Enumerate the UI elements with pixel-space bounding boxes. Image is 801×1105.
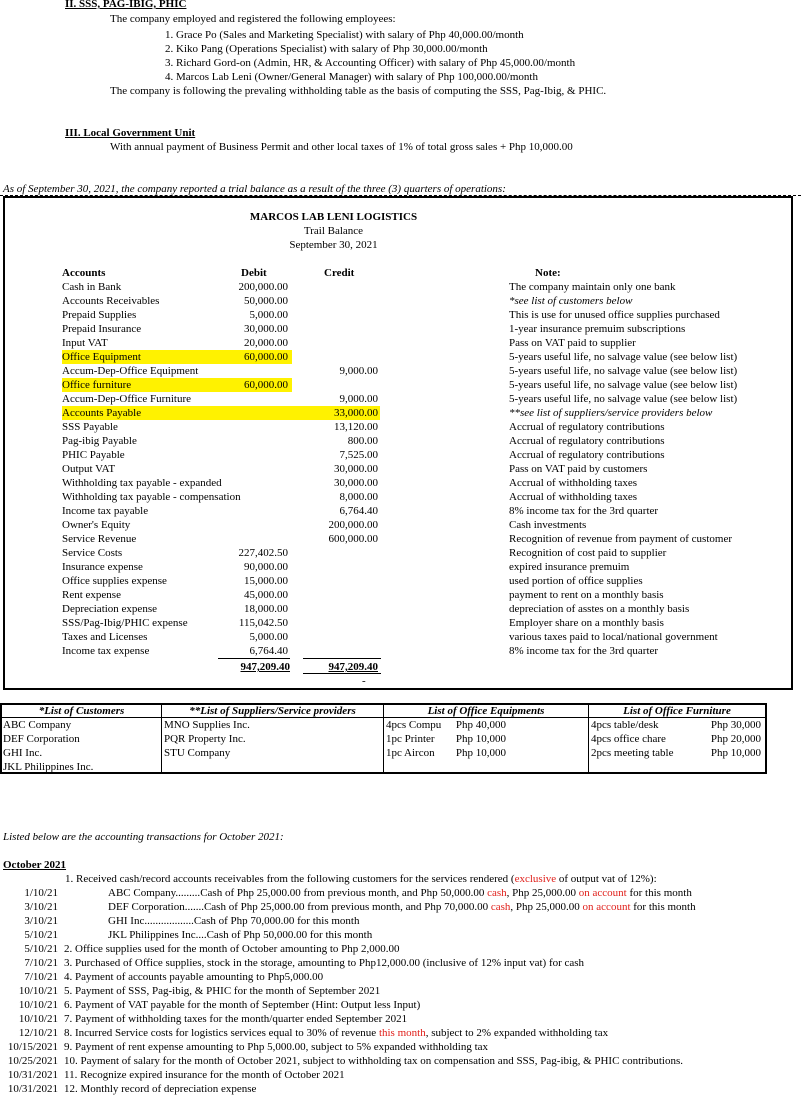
- tb-account: Taxes and Licenses: [62, 631, 148, 643]
- list-item: [386, 732, 506, 746]
- tb-account: Office supplies expense: [62, 575, 167, 587]
- suppliers-title: **List of Suppliers/Service providers: [162, 704, 383, 718]
- customer-txn-line: [108, 928, 372, 942]
- txn-text: 5. Payment of SSS, Pag-ibig, & PHIC for the month of September 2021: [64, 985, 381, 997]
- tb-credit: 9,000.00: [339, 365, 378, 377]
- credit-total-rule: [303, 658, 381, 659]
- tb-credit: 30,000.00: [334, 463, 378, 475]
- employees-intro: The company employed and registered the following employees:: [110, 13, 396, 25]
- txn-text: Cash of Php 50,000.00 for this month: [206, 929, 373, 941]
- txn-customer: DEF Corporation.......: [108, 901, 204, 913]
- debit-header: Debit: [241, 267, 267, 279]
- tb-account: Rent expense: [62, 589, 121, 601]
- item-name: 2pcs meeting table: [591, 747, 674, 759]
- txn-date: 10/10/21: [18, 999, 58, 1011]
- txn-text: 9. Payment of rent expense amounting to Php 5,000.00, subject to 5% expanded withholding tax: [64, 1041, 489, 1053]
- txn-text: 12. Monthly record of depreciation expense: [64, 1083, 257, 1095]
- tb-account: Insurance expense: [62, 561, 143, 573]
- transaction-item: [64, 1026, 608, 1040]
- tb-note: Employer share on a monthly basis: [509, 617, 664, 629]
- list-item: MNO Supplies Inc.: [164, 719, 250, 731]
- tb-note: used portion of office supplies: [509, 575, 643, 587]
- transaction-item: [64, 942, 400, 956]
- tb-note: **see list of suppliers/service providers below: [509, 407, 713, 419]
- tb-note: 5-years useful life, no salvage value (see below list): [509, 379, 738, 391]
- tb-debit: 5,000.00: [249, 309, 288, 321]
- item-1: [65, 872, 657, 886]
- txn-text: , Php 25,000.00: [506, 887, 579, 899]
- txn-text: Cash of Php 70,000.00 for this month: [193, 915, 360, 927]
- txn-text: 2. Office supplies used for the month of October amounting to Php 2,000.00: [64, 943, 400, 955]
- tb-note: This is use for unused office supplies purchased: [509, 309, 720, 321]
- customers-title: *List of Customers: [2, 704, 161, 718]
- transaction-item: [64, 984, 380, 998]
- tb-debit: 60,000.00: [244, 379, 288, 391]
- list-item: [386, 718, 506, 732]
- transaction-item: [64, 998, 420, 1012]
- section-heading-lgu: III. Local Government Unit: [65, 127, 196, 139]
- txn-date: 10/31/2021: [7, 1069, 58, 1081]
- txn-date: 10/15/2021: [7, 1041, 58, 1053]
- tb-debit: 5,000.00: [249, 631, 288, 643]
- txn-text: , subject to 2% expanded withholding tax: [425, 1027, 609, 1039]
- tb-account: Office Equipment: [62, 350, 292, 364]
- tb-note: 5-years useful life, no salvage value (see below list): [509, 351, 738, 363]
- item-value: Php 10,000: [710, 747, 761, 759]
- tb-account: Income tax payable: [62, 505, 149, 517]
- credit-header: Credit: [324, 267, 355, 279]
- tb-account: Prepaid Insurance: [62, 323, 142, 335]
- item-name: 1pc Aircon: [386, 747, 435, 759]
- tb-account: PHIC Payable: [62, 449, 125, 461]
- tb-note: various taxes paid to local/national government: [509, 631, 718, 643]
- month-heading: October 2021: [3, 859, 67, 871]
- txn-customer: GHI Inc..................: [108, 915, 194, 927]
- tb-credit: 33,000.00: [334, 407, 378, 419]
- tb-account: Income tax expense: [62, 645, 150, 657]
- tb-account: Pag-ibig Payable: [62, 435, 137, 447]
- tb-note: Cash investments: [509, 519, 587, 531]
- furniture-list: [591, 718, 761, 760]
- suppliers-list: [164, 718, 250, 760]
- tb-debit: 90,000.00: [244, 561, 288, 573]
- item-name: 4pcs Compu: [386, 719, 442, 731]
- item-value: Php 10,000: [455, 733, 506, 745]
- tb-debit: 18,000.00: [244, 603, 288, 615]
- tb-account: Service Costs: [62, 547, 123, 559]
- list-item: PQR Property Inc.: [164, 733, 246, 745]
- item-name: 4pcs office chare: [591, 733, 666, 745]
- list-item: [591, 732, 761, 746]
- tb-credit: 7,525.00: [339, 449, 378, 461]
- customer-txn-line: [108, 886, 692, 900]
- txn-date: 3/10/21: [24, 915, 58, 927]
- tb-account: Cash in Bank: [62, 281, 122, 293]
- total-credit: 947,209.40: [328, 661, 378, 673]
- tb-credit: 13,120.00: [334, 421, 378, 433]
- lgu-text: With annual payment of Business Permit and other local taxes of 1% of total gross sales + Php 10,000.00: [110, 141, 573, 153]
- as-of-line: As of September 30, 2021, the company reported a trial balance as a result of the three (3) quarters of operations:: [3, 183, 506, 195]
- tb-note: Accrual of regulatory contributions: [509, 449, 665, 461]
- tb-note: Accrual of withholding taxes: [509, 491, 637, 503]
- tb-note: Pass on VAT paid to supplier: [509, 337, 636, 349]
- txn-text: 3. Purchased of Office supplies, stock in the storage, amounting to Php12,000.00 (inclusive of 12% input vat) for cash: [64, 957, 585, 969]
- tb-credit: 30,000.00: [334, 477, 378, 489]
- transaction-item: [64, 1054, 683, 1068]
- tb-note: Accrual of regulatory contributions: [509, 435, 665, 447]
- customer-txn-line: [108, 900, 696, 914]
- credit-double-rule: [303, 673, 381, 674]
- tb-account: SSS Payable: [62, 421, 118, 433]
- txn-customer: JKL Philippines Inc....: [108, 929, 207, 941]
- tb-account: Withholding tax payable - compensation: [62, 491, 241, 503]
- txn-date: 3/10/21: [24, 901, 58, 913]
- transaction-item: [64, 956, 584, 970]
- tb-debit: 30,000.00: [244, 323, 288, 335]
- tb-account: Withholding tax payable - expanded: [62, 477, 222, 489]
- list-item: JKL Philippines Inc.: [3, 761, 94, 773]
- tb-account: Owner's Equity: [62, 519, 131, 531]
- txn-date: 10/31/2021: [7, 1083, 58, 1095]
- txn-text: , Php 25,000.00: [510, 901, 583, 913]
- txn-red-text: this month: [378, 1027, 426, 1039]
- transactions-intro: Listed below are the accounting transactions for October 2021:: [3, 831, 284, 843]
- txn-text: 7. Payment of withholding taxes for the month/quarter ended September 2021: [64, 1013, 408, 1025]
- transaction-item: [64, 1068, 345, 1082]
- tb-debit: 45,000.00: [244, 589, 288, 601]
- list-item: [591, 746, 761, 760]
- txn-text: 4. Payment of accounts payable amounting to Php5,000.00: [64, 971, 324, 983]
- accounts-header: Accounts: [62, 267, 106, 279]
- tb-note: 8% income tax for the 3rd quarter: [509, 645, 659, 657]
- transaction-item: [64, 1082, 256, 1096]
- txn-on-account: on account: [578, 887, 627, 899]
- tb-account: Service Revenue: [62, 533, 137, 545]
- list-item: GHI Inc.: [3, 747, 43, 759]
- tb-note: expired insurance premuim: [509, 561, 630, 573]
- item-value: Php 30,000: [710, 719, 761, 731]
- list-item: [386, 746, 506, 760]
- tb-note: Pass on VAT paid by customers: [509, 463, 648, 475]
- txn-date: 1/10/21: [24, 887, 58, 899]
- txn-date: 10/10/21: [18, 1013, 58, 1025]
- tb-note: Accrual of regulatory contributions: [509, 421, 665, 433]
- equipment-title: List of Office Equipments: [384, 704, 588, 718]
- employee-item: 3. Richard Gord-on (Admin, HR, & Accounting Officer) with salary of Php 45,000.00/month: [165, 57, 576, 69]
- employee-item: 1. Grace Po (Sales and Marketing Specialist) with salary of Php 40,000.00/month: [165, 29, 524, 41]
- tb-debit: 20,000.00: [244, 337, 288, 349]
- company-name: MARCOS LAB LENI LOGISTICS: [249, 211, 418, 223]
- txn-text: 8. Incurred Service costs for logistics services equal to 30% of revenue: [64, 1027, 379, 1039]
- tb-account: SSS/Pag-Ibig/PHIC expense: [62, 617, 188, 629]
- tb-account: Accounts Payable: [62, 406, 292, 420]
- txn-date: 10/10/21: [18, 985, 58, 997]
- txn-cash: cash: [487, 887, 507, 899]
- item-value: Php 40,000: [455, 719, 506, 731]
- list-item: STU Company: [164, 747, 231, 759]
- tb-debit: 15,000.00: [244, 575, 288, 587]
- transaction-item: [64, 1040, 488, 1054]
- note-header: Note:: [535, 267, 561, 279]
- tb-account: Depreciation expense: [62, 603, 157, 615]
- tb-note: payment to rent on a monthly basis: [509, 589, 664, 601]
- item-1-text: 1. Received cash/record accounts receivables from the following customers for the services rendered (: [65, 873, 515, 885]
- employee-item: 4. Marcos Lab Leni (Owner/General Manager) with salary of Php 100,000.00/month: [165, 71, 538, 83]
- tb-note: 1-year insurance premuim subscriptions: [509, 323, 686, 335]
- txn-on-account: on account: [582, 901, 631, 913]
- transaction-item: [64, 970, 323, 984]
- tb-debit: 227,402.50: [238, 547, 288, 559]
- employee-item: 2. Kiko Pang (Operations Specialist) with salary of Php 30,000.00/month: [165, 43, 488, 55]
- tb-account: Accounts Receivables: [62, 295, 160, 307]
- list-item: [591, 718, 761, 732]
- item-value: Php 10,000: [455, 747, 506, 759]
- txn-date: 12/10/21: [18, 1027, 58, 1039]
- tb-account: Output VAT: [62, 463, 116, 475]
- item-value: Php 20,000: [710, 733, 761, 745]
- tb-note: depreciation of asstes on a monthly basis: [509, 603, 690, 615]
- tb-note: 5-years useful life, no salvage value (see below list): [509, 365, 738, 377]
- tb-note: 8% income tax for the 3rd quarter: [509, 505, 659, 517]
- txn-customer: ABC Company.........: [108, 887, 201, 899]
- txn-text: 6. Payment of VAT payable for the month of September (Hint: Output less Input): [64, 999, 421, 1011]
- txn-text: 11. Recognize expired insurance for the month of October 2021: [64, 1069, 345, 1081]
- tb-credit: 600,000.00: [328, 533, 378, 545]
- txn-date: 7/10/21: [24, 957, 58, 969]
- transaction-item: [64, 1012, 407, 1026]
- tb-note: Recognition of cost paid to supplier: [509, 547, 667, 559]
- equipment-list: [386, 718, 506, 760]
- item-1-text-end: of output vat of 12%):: [556, 873, 657, 885]
- debit-total-rule: [218, 658, 290, 659]
- customer-txn-line: [108, 914, 359, 928]
- txn-text: for this month: [630, 901, 696, 913]
- furniture-title: List of Office Furniture: [589, 704, 765, 718]
- tb-credit: 9,000.00: [339, 393, 378, 405]
- txn-text: 10. Payment of salary for the month of October 2021, subject to withholding tax on compensation and SSS, Pag-ibig, & PHIC contributions.: [64, 1055, 683, 1067]
- txn-date: 5/10/21: [24, 929, 58, 941]
- txn-text: for this month: [626, 887, 692, 899]
- list-item: DEF Corporation: [3, 733, 80, 745]
- difference: -: [362, 675, 366, 687]
- tb-account: Office furniture: [62, 378, 292, 392]
- tb-debit: 115,042.50: [238, 617, 288, 629]
- tb-note: Accrual of withholding taxes: [509, 477, 637, 489]
- tb-account: Accum-Dep-Office Equipment: [62, 365, 199, 377]
- txn-cash: cash: [490, 901, 511, 913]
- tb-note: 5-years useful life, no salvage value (see below list): [509, 393, 738, 405]
- tb-debit: 50,000.00: [244, 295, 288, 307]
- txn-date: 10/25/2021: [7, 1055, 58, 1067]
- tb-account: Accum-Dep-Office Furniture: [62, 393, 191, 405]
- withholding-note: The company is following the prevaling withholding table as the basis of computing the SSS, Pag-Ibig, & PHIC.: [110, 85, 607, 97]
- txn-date: 5/10/21: [24, 943, 58, 955]
- item-name: 1pc Printer: [386, 733, 435, 745]
- tb-note: The company maintain only one bank: [509, 281, 676, 293]
- tb-title: Trail Balance: [303, 225, 364, 237]
- list-item: ABC Company: [3, 719, 72, 731]
- customers-list: [3, 718, 93, 774]
- tb-credit: 800.00: [347, 435, 378, 447]
- tb-note: *see list of customers below: [509, 295, 633, 307]
- tb-credit: 200,000.00: [328, 519, 378, 531]
- tb-debit: 200,000.00: [238, 281, 288, 293]
- tb-credit: 6,764.40: [339, 505, 378, 517]
- section-heading-sss: II. SSS, PAG-IBIG, PHIC: [65, 0, 187, 10]
- tb-account: Input VAT: [62, 337, 108, 349]
- tb-note: Recognition of revenue from payment of customer: [509, 533, 732, 545]
- total-debit: 947,209.40: [240, 661, 290, 673]
- tb-account: Prepaid Supplies: [62, 309, 137, 321]
- txn-date: 7/10/21: [24, 971, 58, 983]
- tb-credit: 8,000.00: [339, 491, 378, 503]
- txn-text: Cash of Php 25,000.00 from previous month, and Php 70,000.00: [203, 901, 491, 913]
- tb-debit: 6,764.40: [249, 645, 288, 657]
- item-name: 4pcs table/desk: [591, 719, 659, 731]
- item-1-exclusive: exclusive: [514, 873, 557, 885]
- tb-date: September 30, 2021: [289, 239, 378, 251]
- tb-debit: 60,000.00: [244, 351, 288, 363]
- txn-text: Cash of Php 25,000.00 from previous month, and Php 50,000.00: [200, 887, 488, 899]
